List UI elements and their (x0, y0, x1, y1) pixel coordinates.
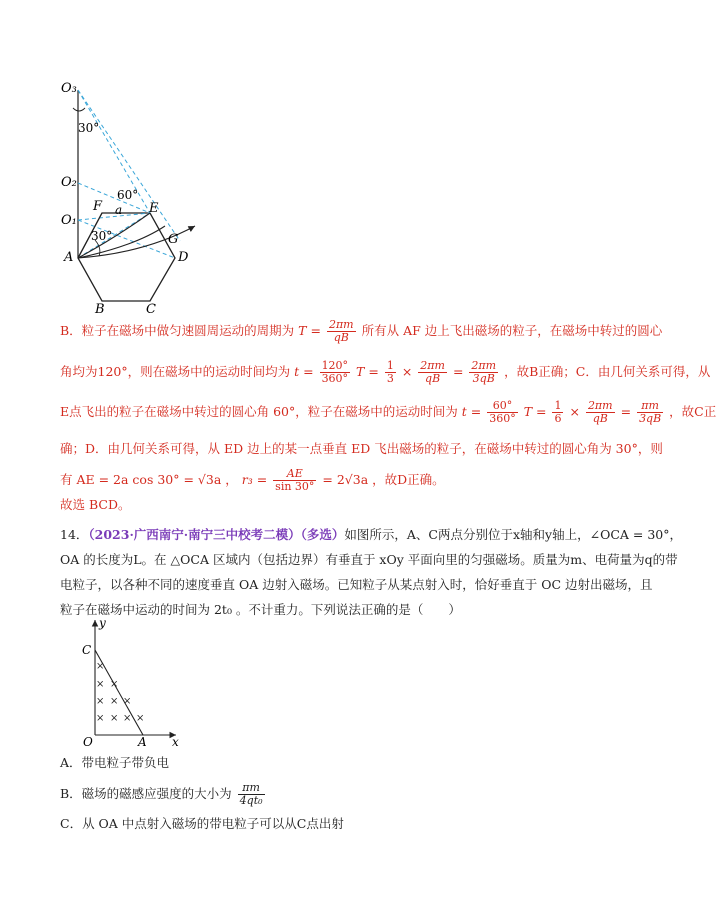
label-x: x (172, 735, 179, 749)
svg-text:×: × (110, 696, 119, 707)
svg-text:×: × (123, 696, 132, 707)
label-d: D (178, 250, 189, 265)
option-c: C．从 OA 中点射入磁场的带电粒子可以从C点出射 (60, 816, 344, 831)
svg-text:×: × (96, 661, 105, 672)
svg-text:×: × (123, 713, 132, 724)
solution-b-line1: B．粒子在磁场中做匀速圆周运动的周期为 T = $\frac{2\pi m}{qB}$ 所有从 AF 边上飞出磁场的粒子，在磁场中转过的圆心 (60, 318, 663, 344)
label-o2: O₂ (61, 175, 77, 190)
svg-text:×: × (110, 713, 119, 724)
svg-text:×: × (136, 713, 145, 724)
svg-text:×: × (110, 679, 119, 690)
label-30-top: 30° (78, 121, 100, 135)
question-14-line4: 粒子在磁场中运动的时间为 2t₀ 。不计重力。下列说法正确的是（ ） (60, 602, 461, 617)
question-14-line2: OA 的长度为L。在 △OCA 区域内（包括边界）有垂直于 xOy 平面向里的匀强磁场。质量为m、电荷量为q的带 (60, 552, 678, 567)
label-a: a (115, 203, 123, 217)
option-a: A．带电粒子带负电 (60, 755, 170, 770)
question-14-line3: 电粒子，以各种不同的速度垂直 OA 边射入磁场。已知粒子从某点射入时，恰好垂直于 OC 边射出磁场，且 (60, 577, 653, 592)
svg-text:×: × (96, 713, 105, 724)
label-a-point2: A (138, 735, 147, 749)
option-b: B．磁场的磁感应强度的大小为 $\frac{\pi m}{\text{4qt₀}}$ (60, 781, 263, 807)
hexagon-figure (55, 78, 215, 318)
label-o: O (83, 735, 93, 749)
label-o3: O₃ (61, 81, 77, 96)
label-o1: O₁ (61, 213, 77, 228)
solution-d-line1: 确；D．由几何关系可得，从 ED 边上的某一点垂直 ED 飞出磁场的粒子，在磁场中转过的圆心角为 30°，则 (60, 441, 663, 456)
label-e: E (149, 201, 159, 216)
label-f: F (93, 199, 103, 214)
label-g: G (168, 232, 179, 247)
question-14-line1: 14．（2023·广西南宁·南宁三中校考二模）（多选）如图所示，A、C两点分别位于x轴和y轴上，∠OCA = 30°， (60, 527, 682, 542)
label-y: y (99, 616, 106, 630)
label-b: B (95, 302, 105, 317)
solution-b-line2: 角均为120°，则在磁场中的运动时间均为 t = $\frac{120^\circ}{360^\circ}$ T = $\frac{1}{3}$ × $\frac{2\pi m}{qB}$ = $\frac{2\pi m}{3qB}$ ，故B正确；C．由几何关系可得，从 (60, 359, 711, 385)
solution-c-line1: E点飞出的粒子在磁场中转过的圆心角 60°，粒子在磁场中的运动时间为 t = $\frac{60^\circ}{360^\circ}$ T = $\frac{1}{6}$ × $\frac{2\pi m}{qB}$ = $\frac{\pi m}{3qB}$ ，故C正 (60, 399, 716, 425)
label-30-a: 30° (91, 229, 113, 243)
svg-text:×: × (96, 696, 105, 707)
solution-answer: 故选 BCD。 (60, 497, 131, 512)
triangle-figure (78, 615, 188, 750)
solution-d-line2: 有 AE = 2a cos 30° = √3a ， r₃ = $\frac{AE}{\sin 30^\circ}$ = 2√3a ，故D正确。 (60, 467, 445, 493)
label-a-point: A (64, 250, 74, 265)
magnetic-field-crosses (96, 661, 144, 724)
label-60: 60° (117, 188, 139, 202)
label-c-point: C (82, 643, 92, 657)
svg-text:×: × (96, 679, 105, 690)
label-c: C (146, 302, 156, 317)
